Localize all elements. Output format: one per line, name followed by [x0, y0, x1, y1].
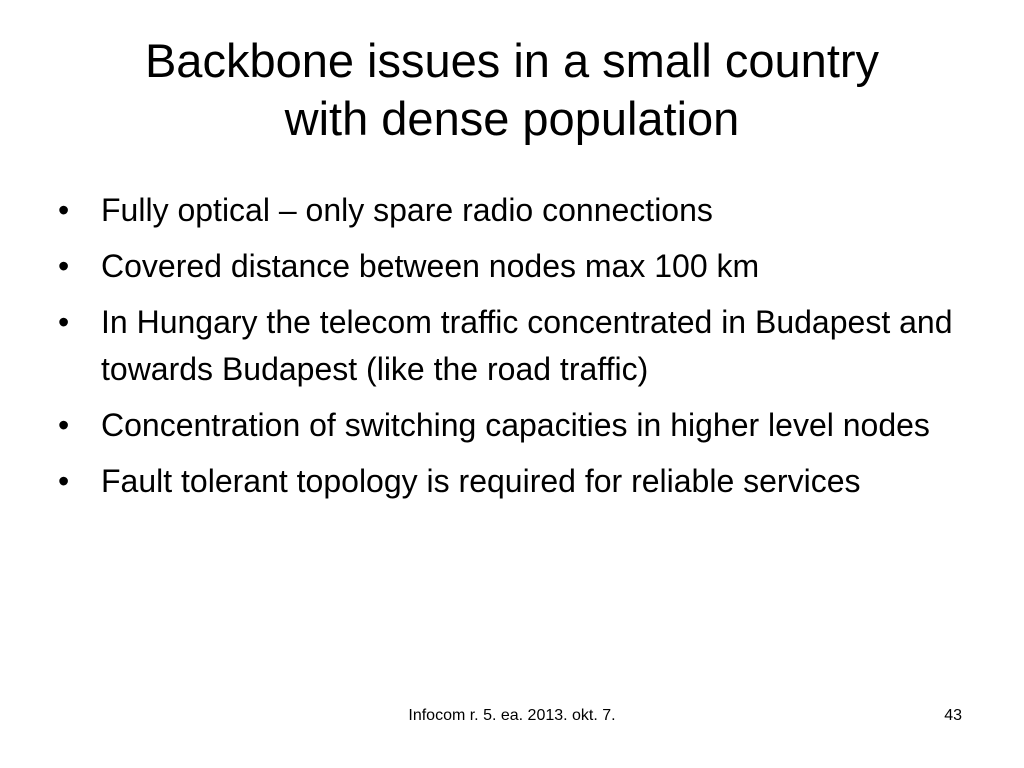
bullet-dot-icon: • [58, 407, 70, 443]
bullet-list [56, 187, 956, 514]
bullet-dot-icon: • [58, 192, 70, 228]
slide-title-line-2: with dense population [284, 92, 740, 145]
bullet-text: Concentration of switching capacities in higher level nodes [101, 407, 930, 443]
slide-page-number: 43 [944, 707, 962, 724]
bullet-dot-icon: • [58, 463, 70, 499]
bullet-item-5 [56, 458, 956, 505]
slide-title [40, 32, 984, 148]
bullet-item-4 [56, 402, 956, 449]
bullet-dot-icon: • [58, 304, 70, 340]
bullet-text: Fully optical – only spare radio connections [101, 192, 713, 228]
bullet-dot-icon: • [58, 248, 70, 284]
slide-footer: Infocom r. 5. ea. 2013. okt. 7. [408, 707, 616, 724]
bullet-item-2 [56, 243, 956, 290]
bullet-text: Covered distance between nodes max 100 km [101, 248, 760, 284]
bullet-item-3 [56, 299, 956, 393]
slide-title-line-1: Backbone issues in a small country [144, 34, 880, 87]
bullet-text: In Hungary the telecom traffic concentrated in Budapest and towards Budapest (like the road traffic) [101, 304, 953, 387]
bullet-item-1 [56, 187, 956, 234]
bullet-text: Fault tolerant topology is required for reliable services [101, 463, 861, 499]
